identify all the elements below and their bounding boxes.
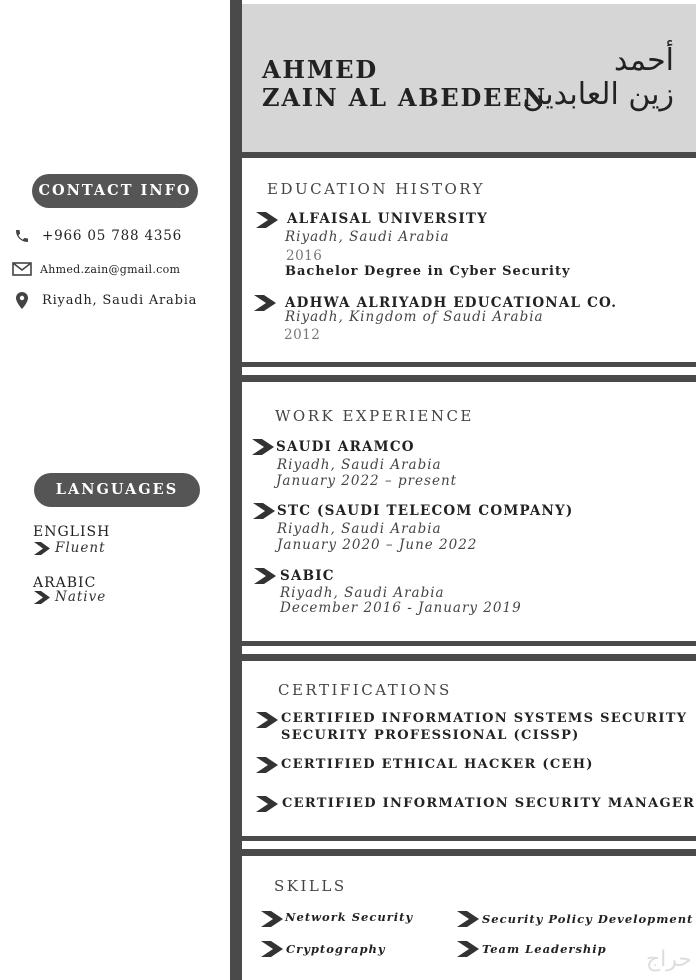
location-pin-icon — [16, 292, 30, 309]
chevron-right-icon — [254, 295, 276, 311]
work-period: January 2020 – June 2022 — [277, 537, 478, 553]
skill-item: Network Security — [285, 910, 414, 924]
skill-item: Security Policy Development — [482, 912, 694, 926]
divider-line — [242, 375, 696, 382]
language-level: Native — [55, 589, 107, 605]
school-name: ADHWA ALRIYADH EDUCATIONAL CO. — [285, 295, 618, 311]
chevron-right-icon — [457, 941, 479, 957]
divider-line — [242, 654, 696, 661]
company-location: Riyadh, Saudi Arabia — [277, 457, 442, 473]
certification-line: SECURITY PROFESSIONAL (CISSP) — [281, 728, 580, 743]
chevron-right-icon — [256, 212, 278, 228]
company-location: Riyadh, Saudi Arabia — [277, 521, 442, 537]
header-banner — [242, 4, 696, 152]
chevron-right-icon — [256, 712, 278, 728]
skills-heading: SKILLS — [274, 877, 347, 895]
chevron-right-icon — [261, 941, 283, 957]
chevron-right-icon — [34, 542, 50, 555]
school-year: 2016 — [286, 248, 323, 264]
work-period: December 2016 - January 2019 — [280, 600, 522, 616]
school-location: Riyadh, Saudi Arabia — [285, 229, 450, 245]
chevron-right-icon — [253, 503, 275, 519]
arabic-name — [522, 44, 674, 112]
divider-line — [242, 849, 696, 856]
chevron-right-icon — [256, 796, 278, 812]
language-level: Fluent — [55, 540, 106, 556]
skill-item: Cryptography — [286, 942, 386, 956]
mail-icon — [12, 262, 34, 276]
phone-number: +966 05 788 4356 — [42, 228, 183, 244]
work-heading: WORK EXPERIENCE — [275, 407, 474, 425]
company-name: SAUDI ARAMCO — [276, 439, 415, 455]
divider-line — [242, 836, 696, 841]
contact-location — [16, 292, 197, 309]
company-location: Riyadh, Saudi Arabia — [280, 585, 445, 601]
location-text: Riyadh, Saudi Arabia — [42, 293, 198, 308]
language-name: ENGLISH — [33, 524, 111, 540]
work-period: January 2022 – present — [276, 473, 458, 489]
chevron-right-icon — [457, 911, 479, 927]
languages-heading: LANGUAGES — [34, 473, 200, 507]
full-name — [262, 56, 547, 112]
name-line-2: ZAIN AL ABEDEEN — [262, 83, 548, 112]
contact-email — [12, 262, 180, 276]
language-name: ARABIC — [33, 575, 97, 591]
chevron-right-icon — [252, 439, 274, 455]
chevron-right-icon — [254, 568, 276, 584]
phone-icon — [14, 228, 32, 244]
chevron-right-icon — [34, 591, 50, 604]
sidebar-divider — [230, 0, 242, 980]
arabic-name-line-2: زين العابدين — [522, 77, 674, 112]
company-name: STC (SAUDI TELECOM COMPANY) — [277, 503, 574, 519]
education-heading: EDUCATION HISTORY — [267, 180, 486, 198]
chevron-right-icon — [261, 911, 283, 927]
name-line-1: AHMED — [262, 55, 378, 84]
certification-item — [281, 710, 687, 744]
certification-line: CERTIFIED INFORMATION SYSTEMS SECURITY — [281, 711, 688, 726]
certification-item: CERTIFIED ETHICAL HACKER (CEH) — [281, 757, 594, 772]
skill-item: Team Leadership — [482, 942, 607, 956]
company-name: SABIC — [280, 568, 335, 584]
arabic-name-line-1: أحمد — [614, 43, 674, 78]
school-year: 2012 — [284, 327, 321, 343]
certifications-heading: CERTIFICATIONS — [278, 681, 452, 699]
contact-info-heading: CONTACT INFO — [32, 174, 198, 208]
email-address: Ahmed.zain@gmail.com — [40, 262, 181, 276]
divider-line — [242, 641, 696, 646]
school-location: Riyadh, Kingdom of Saudi Arabia — [285, 309, 544, 325]
contact-phone — [14, 228, 182, 244]
divider-line — [242, 152, 696, 158]
divider-line — [242, 362, 696, 367]
school-name: ALFAISAL UNIVERSITY — [287, 211, 488, 227]
certification-item: CERTIFIED INFORMATION SECURITY MANAGER — [282, 796, 696, 811]
watermark: حراج — [645, 947, 692, 972]
degree: Bachelor Degree in Cyber Security — [285, 264, 571, 279]
chevron-right-icon — [256, 757, 278, 773]
